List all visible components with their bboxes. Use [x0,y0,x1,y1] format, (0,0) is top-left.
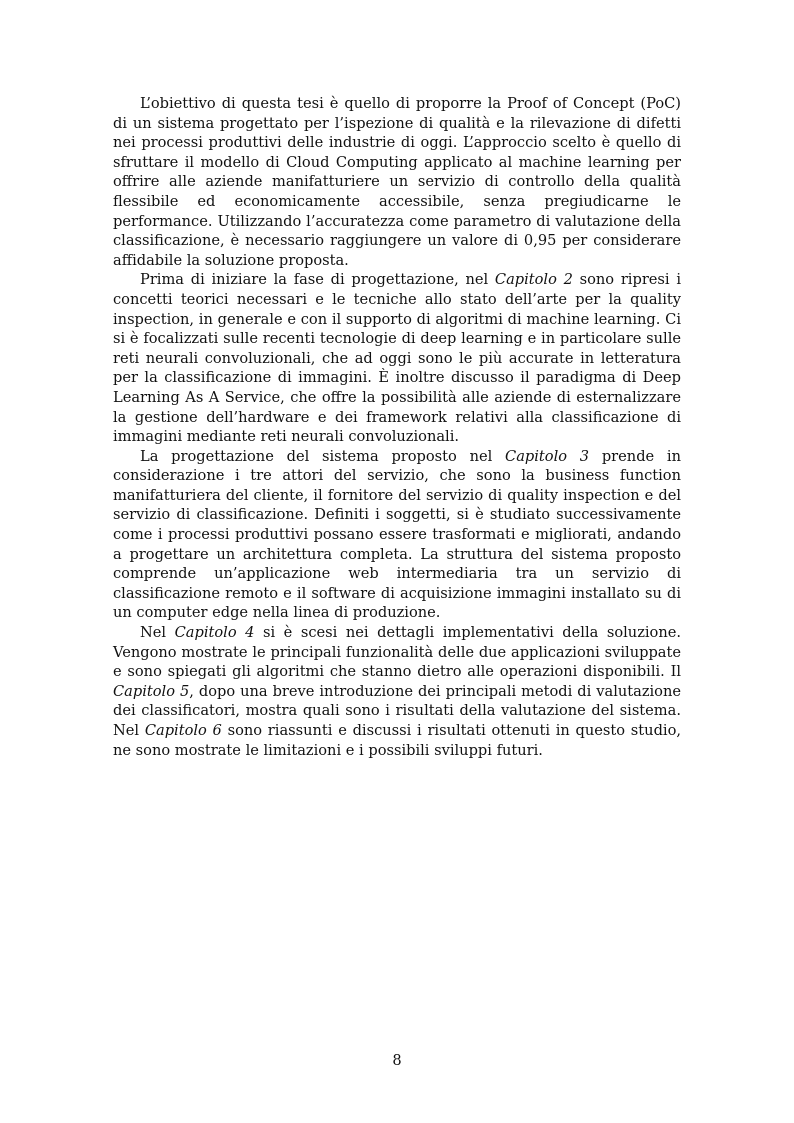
paragraph-chapters-4-6 [113,623,681,760]
chapter-reference: Capitolo 4 [174,624,255,642]
page-number: 8 [392,1052,402,1069]
paragraph-objective [113,94,681,270]
paragraph-text: si è scesi nei dettagli implementativi della soluzione. Vengono mostrate le principali funzionalità delle due applicazioni sviluppate e sono spiegati gli algoritmi che stanno dietro alle operazioni disponibili. Il [113,624,682,681]
chapter-reference: Capitolo 6 [144,722,222,739]
paragraph-text: sono riassunti e discussi i risultati ottenuti in questo studio, ne sono mostrate le limitazioni e i possibili sviluppi futuri. [113,722,681,759]
paragraph-chapter-3 [113,447,681,623]
page-body [113,94,681,760]
paragraph-text: , dopo una breve introduzione dei principali metodi di valutazione dei classificatori, mostra quali sono i risultati della valutazione del sistema. Nel [113,682,682,739]
paragraph-text: prende in considerazione i tre attori del servizio, che sono la business function manifatturiera del cliente, il fornitore del servizio di quality inspection e del servizio di classificazione. Definiti i soggetti, si è studiato successivamente come i processi produttivi possano essere trasformati e migliorati, andando a progettare un architettura completa. La struttura del sistema proposto comprende un’applicazione web intermediaria tra un servizio di classificazione remoto e il software di acquisizione immagini installato su di un computer edge nella linea di produzione. [113,447,681,622]
paragraph-text: Prima di iniziare la fase di progettazione, nel [140,271,495,289]
paragraph-text: L’obiettivo di questa tesi è quello di proporre la Proof of Concept (PoC) di un sistema progettato per l’ispezione di qualità e la rilevazione di difetti nei processi produttivi delle industrie di oggi. L’approccio scelto è quello di sfruttare il modello di Cloud Computing applicato al machine learning per offrire alle aziende manifatturiere un servizio di controllo della qualità flessibile ed economicamente accessibile, senza pregiudicarne le performance. Utilizzando l’accuratezza come parametro di valutazione della classificazione, è necessario raggiungere un valore di 0,95 per considerare affidabile la soluzione proposta. [113,95,681,269]
chapter-reference: Capitolo 3 [505,447,590,465]
chapter-reference: Capitolo 2 [494,271,573,289]
paragraph-text: La progettazione del sistema proposto nel [140,447,506,465]
paragraph-chapter-2 [113,270,681,446]
paragraph-text: sono ripresi i concetti teorici necessari e le tecniche allo stato dell’arte per la quality inspection, in generale e con il supporto di algoritmi di machine learning. Ci si è focalizzati sulle recenti tecnologie di deep learning e in particolare sulle reti neurali convoluzionali, che ad oggi sono le più accurate in letteratura per la classificazione di immagini. È inoltre discusso il paradigma di Deep Learning As A Service, che offre la possibilità alle aziende di esternalizzare la gestione dell’hardware e dei framework relativi alla classificazione di immagini mediante reti neurali convoluzionali. [113,271,681,446]
chapter-reference: Capitolo 5 [113,682,190,700]
paragraph-text: Nel [140,624,175,642]
